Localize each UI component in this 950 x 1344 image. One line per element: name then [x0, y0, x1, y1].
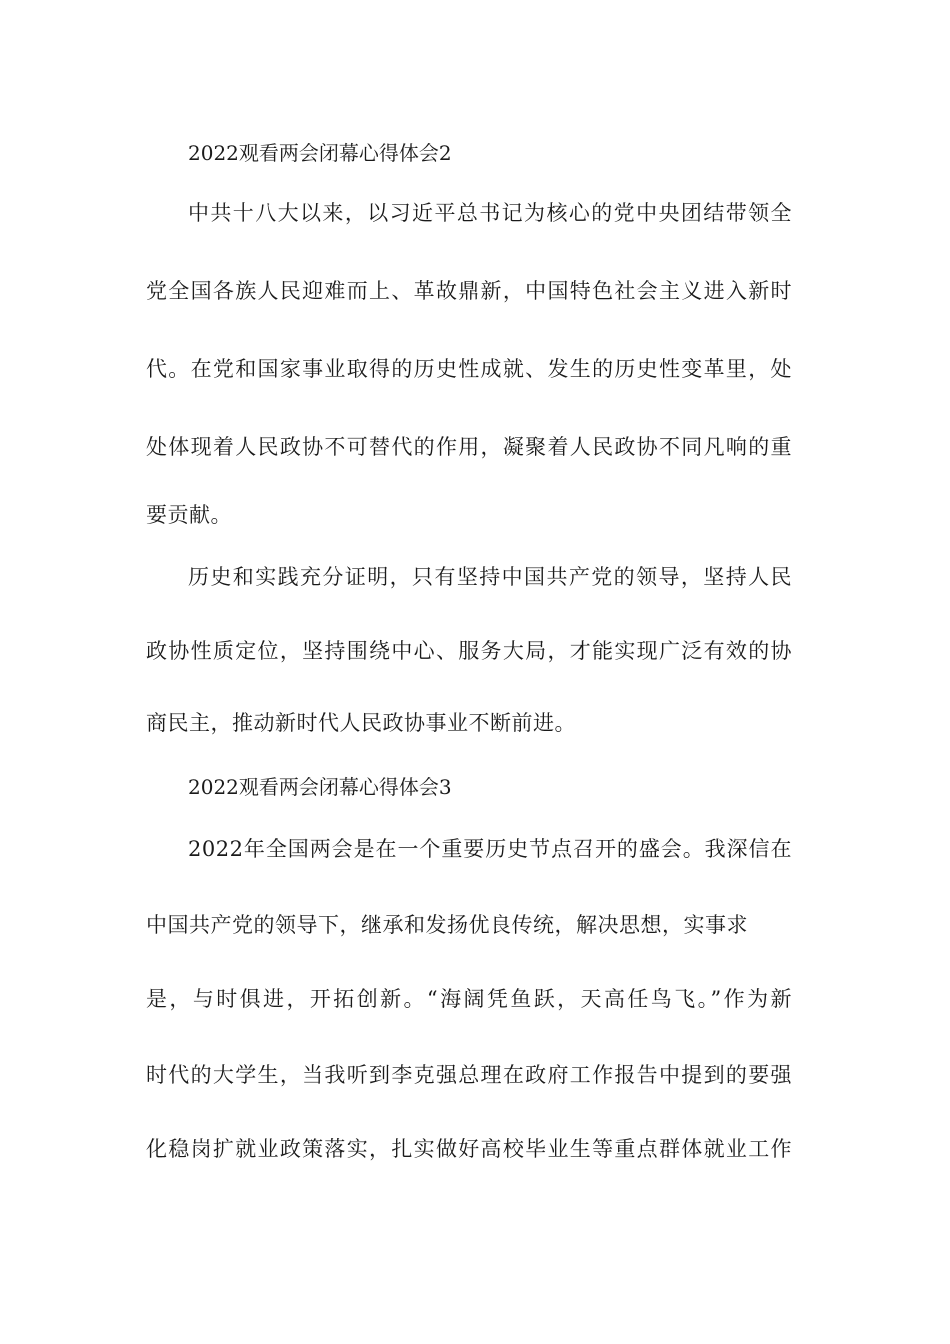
paragraph-line: 处体现着人民政协不可替代的作用，凝聚着人民政协不同凡响的重	[146, 435, 792, 459]
paragraph-line: 历史和实践充分证明，只有坚持中国共产党的领导，坚持人民	[188, 565, 792, 589]
paragraph-line: 化稳岗扩就业政策落实，扎实做好高校毕业生等重点群体就业工作	[146, 1137, 792, 1161]
paragraph-line: 代。在党和国家事业取得的历史性成就、发生的历史性变革里，处	[146, 357, 792, 381]
paragraph-line: 党全国各族人民迎难而上、革故鼎新，中国特色社会主义进入新时	[146, 279, 792, 303]
paragraph-line: 中国共产党的领导下，继承和发扬优良传统，解决思想，实事求	[146, 913, 748, 937]
paragraph-line: 要贡献。	[146, 503, 232, 527]
section-heading: 2022观看两会闭幕心得体会2	[188, 141, 452, 165]
paragraph-line: 中共十八大以来，以习近平总书记为核心的党中央团结带领全	[188, 201, 792, 225]
paragraph-line: 商民主，推动新时代人民政协事业不断前进。	[146, 711, 576, 735]
paragraph-line: 时代的大学生，当我听到李克强总理在政府工作报告中提到的要强	[146, 1063, 792, 1087]
paragraph-line: 政协性质定位，坚持围绕中心、服务大局，才能实现广泛有效的协	[146, 639, 792, 663]
section-heading: 2022观看两会闭幕心得体会3	[188, 775, 452, 799]
paragraph-line: 是，与时俱进，开拓创新。“海阔凭鱼跃，天高任鸟飞。”作为新	[146, 987, 792, 1011]
paragraph-line: 2022年全国两会是在一个重要历史节点召开的盛会。我深信在	[188, 837, 792, 861]
